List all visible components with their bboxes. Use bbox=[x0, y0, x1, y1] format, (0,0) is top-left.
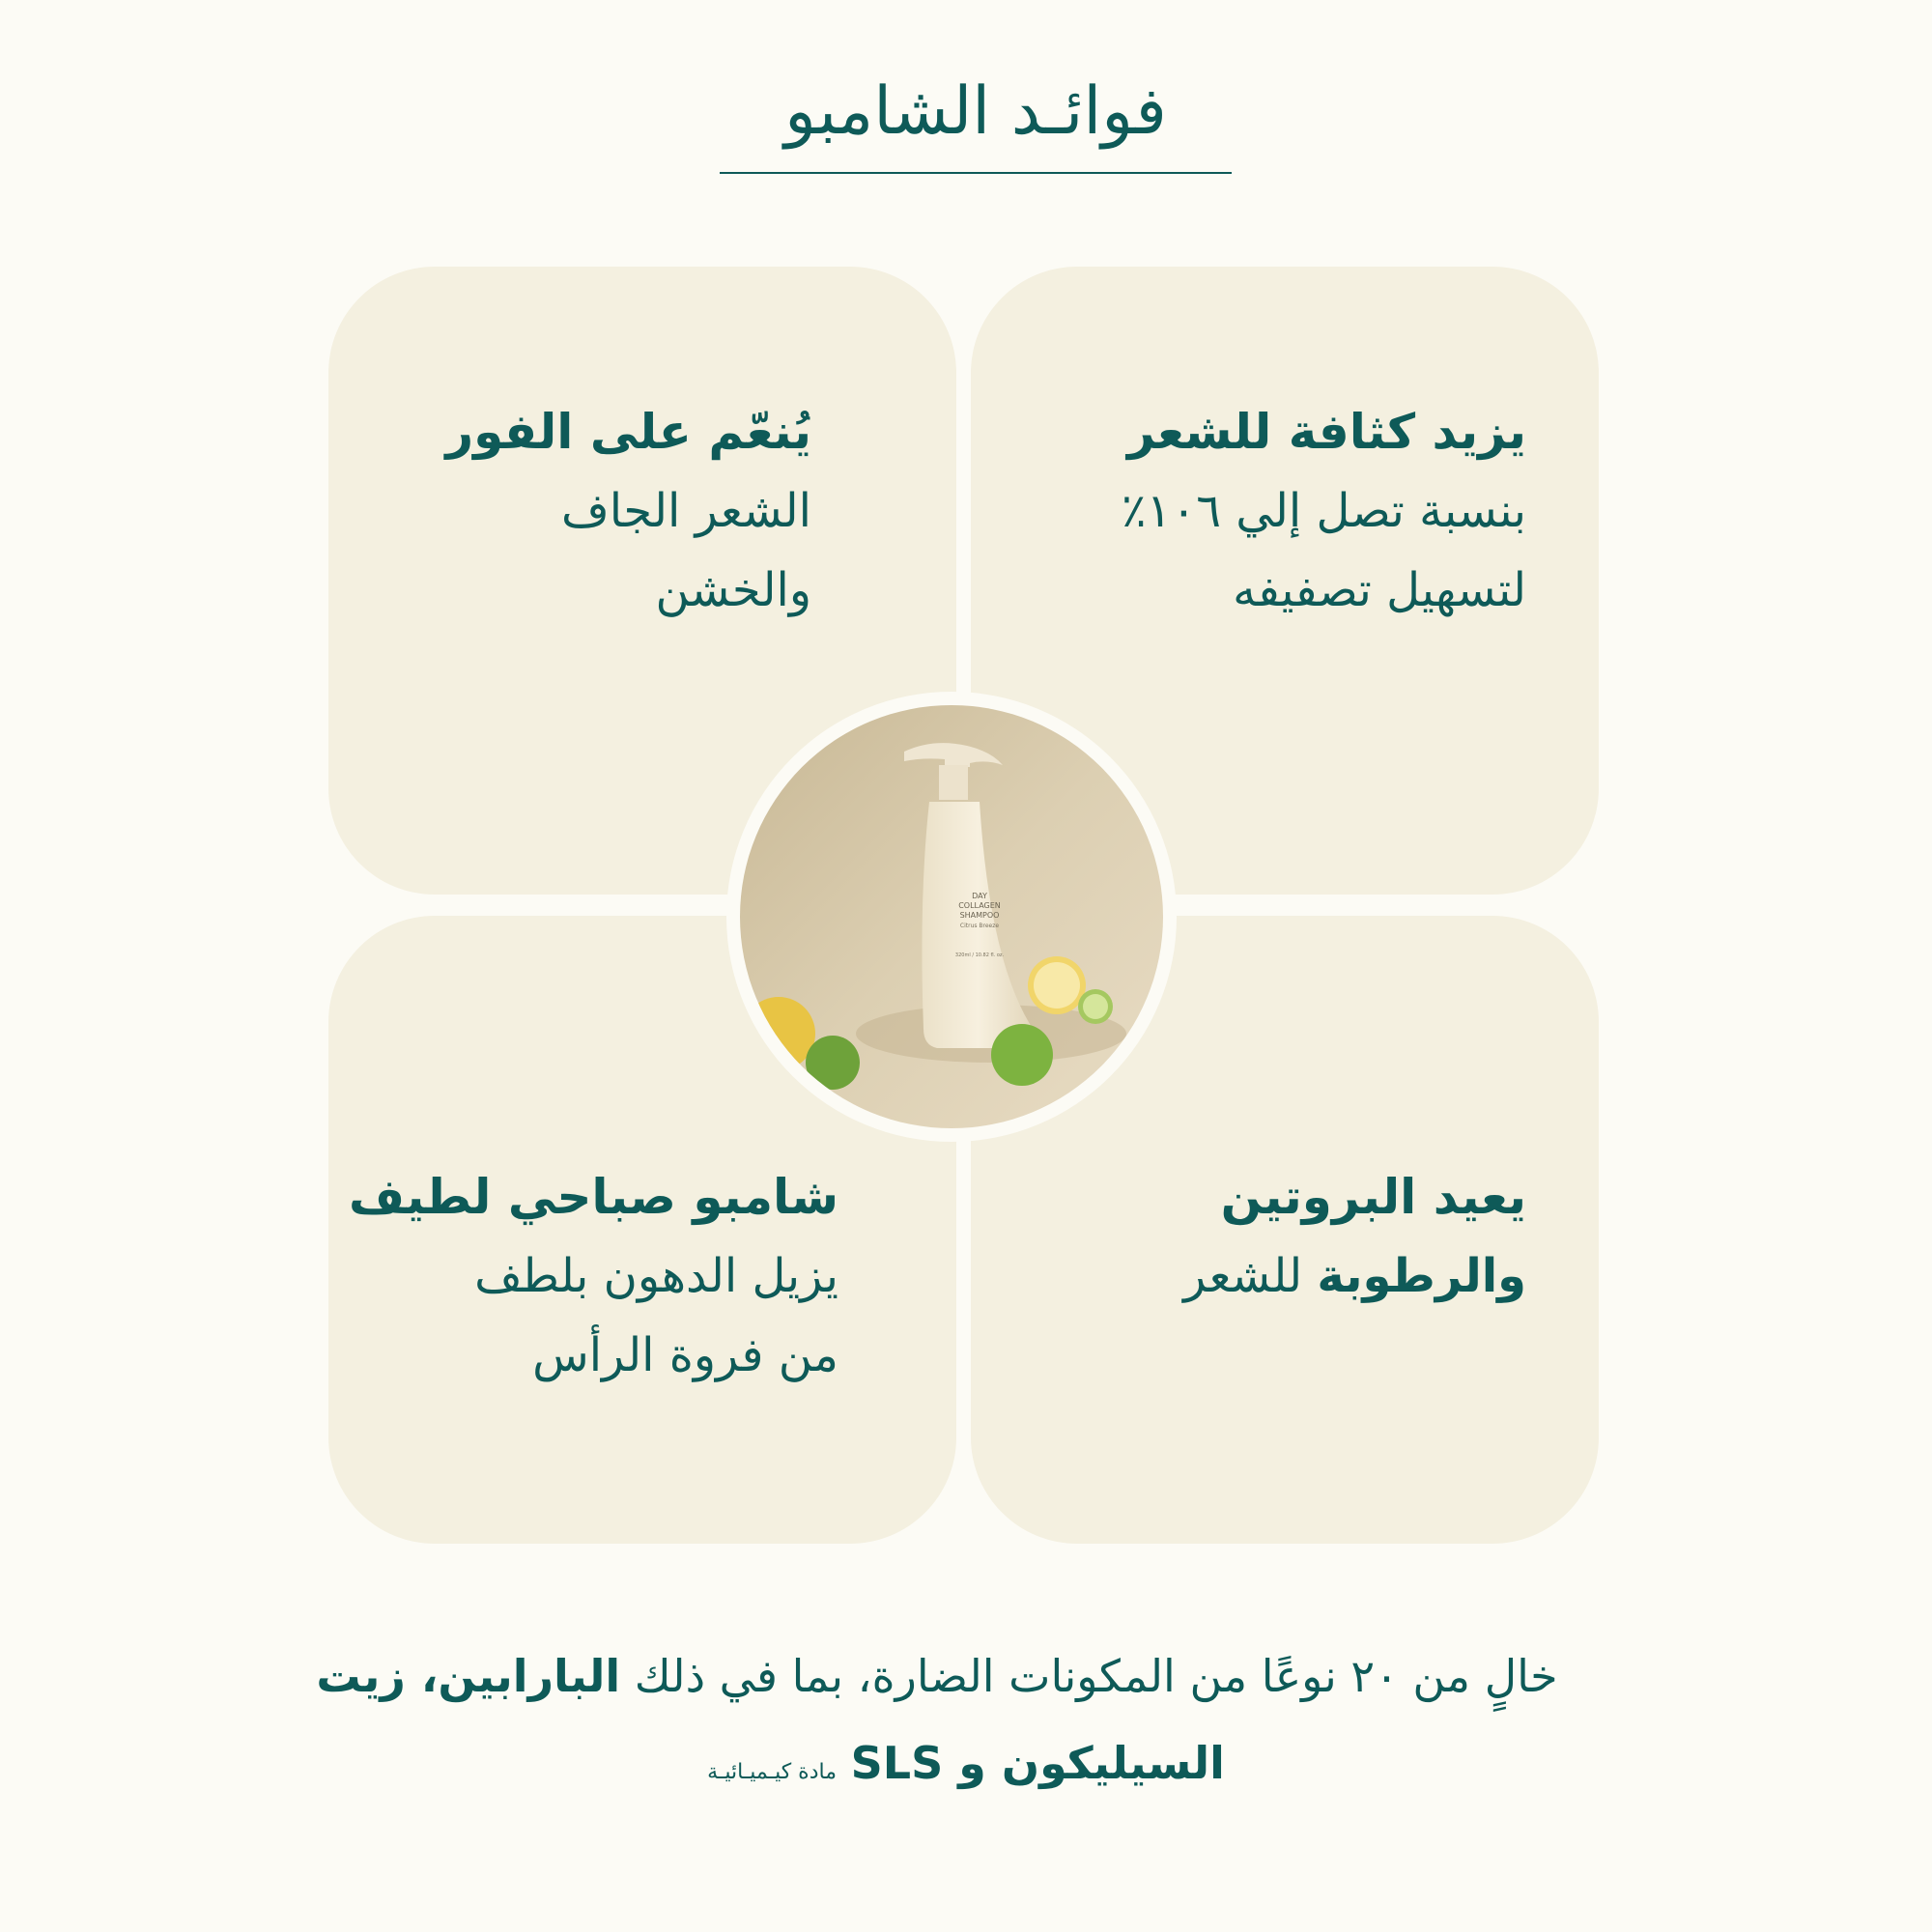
footer-bold: السيليكون و SLS bbox=[850, 1737, 1225, 1789]
benefit-heading: شامبو صباحي لطيف bbox=[348, 1169, 838, 1225]
product-photo bbox=[740, 705, 1163, 1128]
benefit-line: لتسهيل تصفيفه bbox=[1233, 563, 1526, 617]
benefit-line: من فروة الرأس bbox=[532, 1328, 838, 1382]
benefit-line: بنسبة تصل إلي ١٠٦٪ bbox=[1121, 484, 1526, 538]
page-title: فوائـد الشامبو bbox=[784, 73, 1167, 150]
footer-regular: خالٍ من ٢٠ نوعًا من المكونات الضارة، بما في ذلك bbox=[634, 1650, 1558, 1702]
benefit-line: يزيل الدهون بلطف bbox=[474, 1249, 838, 1303]
benefit-line-regular: للشعر bbox=[1183, 1249, 1303, 1303]
benefit-heading: يُنعّم على الفور bbox=[445, 404, 811, 460]
product-label: SHAMPOO bbox=[959, 911, 1000, 920]
benefit-line bbox=[1183, 1236, 1526, 1316]
benefit-heading: يعيد البروتين bbox=[1220, 1169, 1526, 1225]
benefit-line: والخشن bbox=[655, 563, 811, 617]
footer-text-line-2 bbox=[580, 1724, 1352, 1811]
product-label: DAY bbox=[972, 892, 987, 900]
benefit-line: الشعر الجاف bbox=[560, 484, 811, 538]
product-variant: Citrus Breeze bbox=[959, 923, 1000, 929]
product-photo-frame bbox=[726, 692, 1177, 1142]
product-volume: 320ml / 10.82 fl. oz. bbox=[954, 952, 1005, 958]
footer-footnote: مادة كيـميـائيـة bbox=[707, 1760, 837, 1784]
benefit-heading: يزيد كثافة للشعر bbox=[1126, 404, 1526, 460]
title-underline bbox=[720, 172, 1232, 174]
footer-bold: البارابين، زيت bbox=[316, 1650, 621, 1702]
footer-text-line-1 bbox=[309, 1637, 1565, 1715]
product-label: COLLAGEN bbox=[958, 901, 1001, 910]
benefit-line-bold: والرطوبة bbox=[1317, 1249, 1526, 1303]
